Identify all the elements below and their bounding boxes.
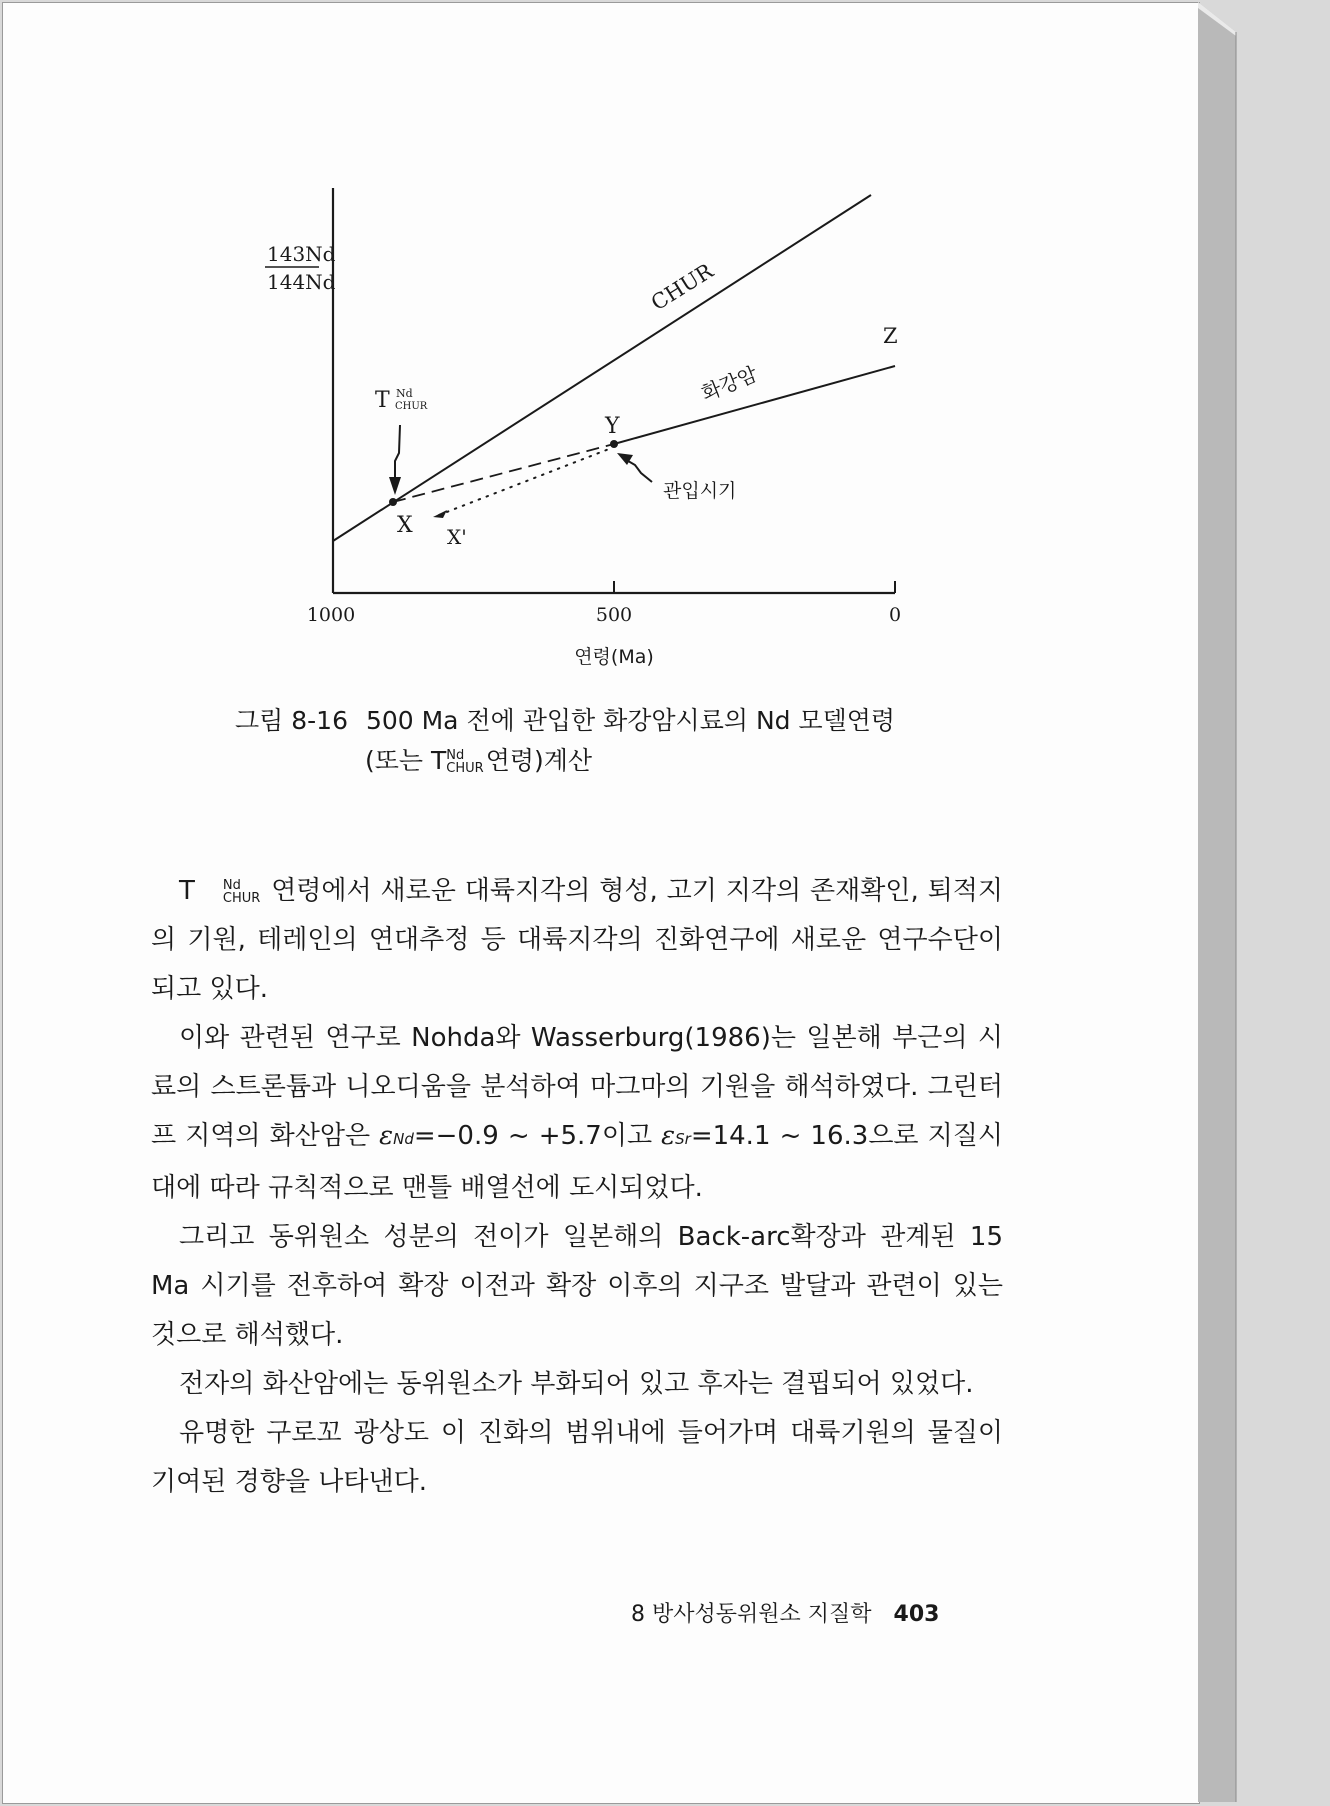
p1-text: 연령에서 새로운 대륙지각의 형성, 고기 지각의 존재확인, 퇴적지의 기원, 테레인의 연대추정 등 대륙지각의 진화연구에 새로운 연구수단이 되고 있다. xyxy=(151,876,1003,1004)
point-x-label: X xyxy=(397,513,413,538)
page-footer xyxy=(631,1597,1011,1628)
t-chur-arrow-icon xyxy=(395,425,400,481)
chapter-title: 8 방사성동위원소 지질학 xyxy=(631,1602,872,1627)
chur-line xyxy=(333,195,871,541)
granite-label: 화강암 xyxy=(697,361,761,406)
p1-t-chur-script xyxy=(195,879,260,905)
xlabel: 연령(Ma) xyxy=(574,646,654,668)
point-y-label: Y xyxy=(605,414,620,439)
body-text xyxy=(151,867,1003,1507)
p1-sub: CHUR xyxy=(222,890,261,906)
paragraph-5: 유명한 구로꼬 광상도 이 진화의 범위내에 들어가며 대륙기원의 물질이 기여된 경향을 나타낸다. xyxy=(151,1418,1003,1497)
eps-nd-symbol: ε xyxy=(379,1121,394,1151)
eps-sr-sub: Sr xyxy=(675,1130,691,1148)
p2-text-c: =14.1 ~ 16.3으로 지질시대에 따라 규칙적으로 맨틀 배열선에 도시되었다. xyxy=(151,1121,1003,1203)
paragraph-1 xyxy=(151,867,1003,1014)
caption-sup: Nd xyxy=(446,748,465,763)
paragraph-4: 전자의 화산암에는 동위원소가 부화되어 있고 후자는 결핍되어 있었다. xyxy=(179,1369,974,1399)
eps-nd-sub: Nd xyxy=(393,1130,414,1148)
diagram-svg xyxy=(243,163,963,683)
caption-line2-post: 연령)계산 xyxy=(485,746,593,775)
xtick-0: 0 xyxy=(888,604,902,626)
xtick-1000: 1000 xyxy=(306,604,356,626)
page-edge-svg xyxy=(1198,2,1238,1802)
paragraph-2 xyxy=(151,1014,1003,1213)
dotted-xprime-y xyxy=(439,449,609,515)
xprime-arrow-icon xyxy=(433,510,447,518)
p1-t: T xyxy=(179,876,195,906)
p1-sup: Nd xyxy=(222,877,241,893)
caption-t-chur-script xyxy=(446,749,483,775)
figure-caption xyxy=(235,701,995,781)
t-chur-sup: Nd xyxy=(396,387,413,400)
book-page xyxy=(2,2,1200,1804)
caption-sub: CHUR xyxy=(446,761,484,776)
caption-line2-pre: (또는 T xyxy=(365,746,447,775)
eps-sr-symbol: ε xyxy=(661,1121,676,1151)
ylabel-numerator: 143Nd xyxy=(267,242,336,266)
t-chur-sub: CHUR xyxy=(395,401,428,412)
dashed-x-y xyxy=(393,444,614,502)
point-xprime-label: X' xyxy=(447,525,467,549)
caption-line-2 xyxy=(235,741,995,781)
t-chur-arrowhead-icon xyxy=(389,477,401,495)
page-edge-stack xyxy=(1198,2,1238,1802)
caption-number: 그림 8-16 xyxy=(235,706,348,735)
point-y xyxy=(610,440,618,448)
intrusion-label: 관입시기 xyxy=(663,480,737,502)
chur-label: CHUR xyxy=(646,258,718,316)
z-label: Z xyxy=(883,324,898,348)
point-x xyxy=(389,498,397,506)
page-number: 403 xyxy=(893,1602,940,1627)
caption-line-1 xyxy=(235,701,995,741)
nd-model-age-diagram xyxy=(243,163,963,683)
ylabel-denominator: 144Nd xyxy=(267,270,336,294)
xtick-500: 500 xyxy=(595,604,633,626)
t-chur-label: T xyxy=(375,388,390,413)
paragraph-3: 그리고 동위원소 성분의 전이가 일본해의 Back-arc확장과 관계된 15 Ma 시기를 전후하여 확장 이전과 확장 이후의 지구조 발달과 관련이 있는 것으로 해석했다. xyxy=(151,1222,1003,1350)
p2-text-b: =−0.9 ~ +5.7이고 xyxy=(413,1121,662,1151)
caption-text-1: 500 Ma 전에 관입한 화강암시료의 Nd 모델연령 xyxy=(365,706,896,735)
p2-text-a: 이와 관련된 연구로 Nohda와 Wasserburg(1986)는 일본해 부근의 시료의 스트론튬과 니오디움을 분석하여 마그마의 기원을 해석하였다. 그린터프 지역의 화산암은 xyxy=(151,1023,1003,1151)
